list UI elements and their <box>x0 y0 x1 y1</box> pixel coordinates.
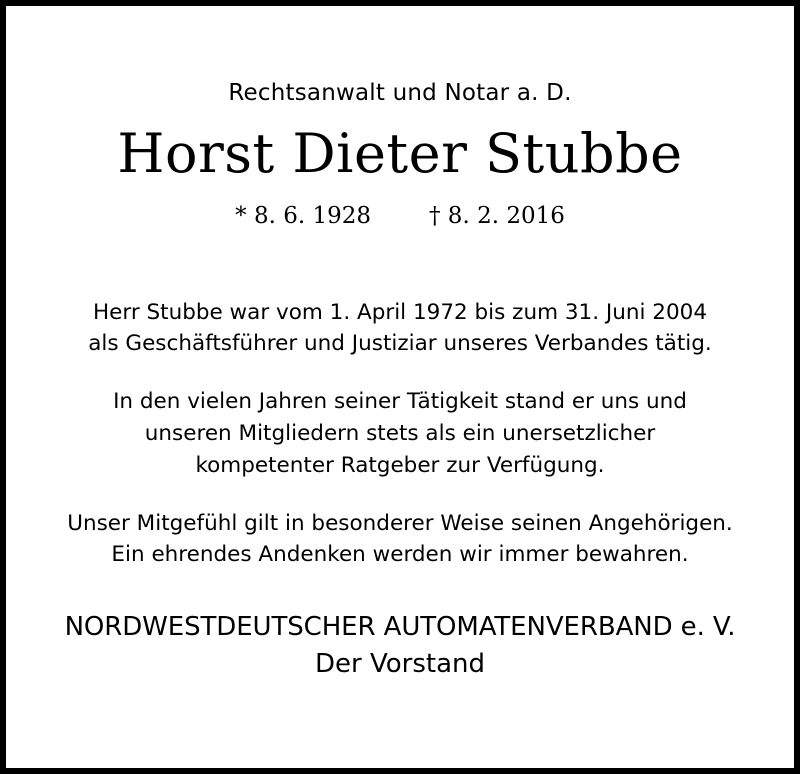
life-dates <box>235 203 565 231</box>
profession-line: Rechtsanwalt und Notar a. D. <box>228 80 572 106</box>
tribute-line: Herr Stubbe war vom 1. April 1972 bis zum 31. Juni 2004 <box>92 299 708 325</box>
tribute-line: Unser Mitgefühl gilt in besonderer Weise seinen Angehörigen. <box>67 510 733 536</box>
tribute-paragraph <box>67 508 733 572</box>
deceased-name: Horst Dieter Stubbe <box>117 121 683 185</box>
organization-role: Der Vorstand <box>315 648 485 679</box>
tribute-line: unseren Mitgliedern stets als ein unersetzlicher <box>144 421 656 447</box>
tribute-paragraph <box>67 297 733 361</box>
birth-date: * 8. 6. 1928 <box>235 202 371 229</box>
organization-name: NORDWESTDEUTSCHER AUTOMATENVERBAND e. V. <box>64 612 736 642</box>
tribute-text <box>67 297 733 572</box>
notice-content <box>6 6 794 768</box>
signature-block <box>50 611 750 680</box>
tribute-line: In den vielen Jahren seiner Tätigkeit stand er uns und <box>113 389 687 415</box>
tribute-line: als Geschäftsführer und Justiziar unseres Verbandes tätig. <box>88 331 712 357</box>
tribute-paragraph <box>67 386 733 481</box>
death-date: † 8. 2. 2016 <box>429 202 565 229</box>
tribute-line: kompetenter Ratgeber zur Verfügung. <box>195 452 605 478</box>
tribute-line: Ein ehrendes Andenken werden wir immer bewahren. <box>111 542 689 568</box>
